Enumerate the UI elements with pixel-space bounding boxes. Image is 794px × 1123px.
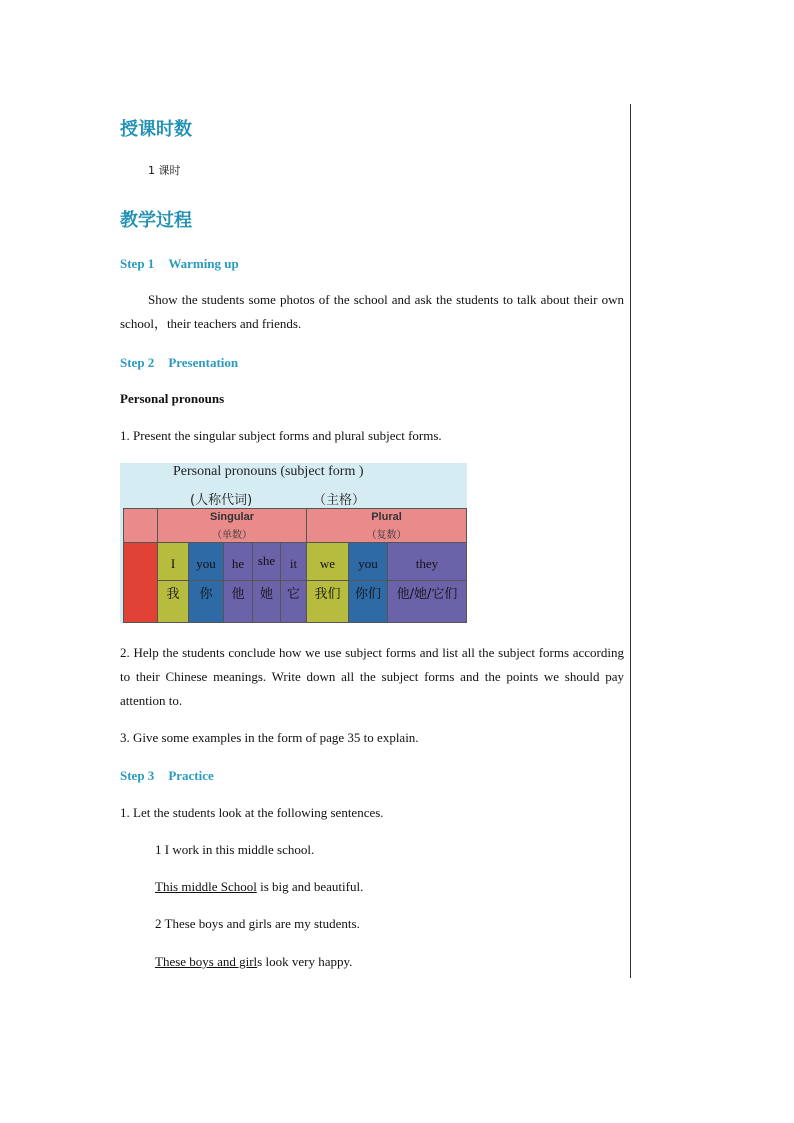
pronoun-cn: 他/她/它们	[396, 587, 458, 602]
step3-heading	[120, 768, 214, 784]
step2-item2: 2. Help the students conclude how we use subject forms and list all the subject forms according to their Chinese meanings. Write down all the subject forms and the points we should pay attention to.	[120, 645, 624, 708]
process-heading: 教学过程	[120, 210, 192, 231]
pronoun-cell-she	[252, 542, 281, 623]
example-2b-rest: s look very happy.	[257, 954, 353, 969]
pronoun-cn: 你	[199, 587, 213, 602]
chart-subtitle-right: （主格）	[313, 493, 366, 508]
pronoun-cn: 它	[286, 587, 300, 602]
pronoun-cell-you-plural	[348, 542, 388, 623]
example-1: 1 I work in this middle school.	[155, 842, 315, 857]
singular-header	[157, 508, 307, 543]
step3-label: Step 3	[120, 768, 155, 783]
pronoun-cell-he	[223, 542, 253, 623]
pronoun-cn: 她	[259, 587, 273, 602]
pronoun-cn: 你们	[354, 587, 381, 602]
singular-label: Singular	[209, 511, 254, 523]
singular-cn-label: （单数）	[212, 530, 252, 541]
hours-value: 1 课时	[148, 164, 181, 177]
pronoun-en: it	[289, 556, 298, 571]
example-1b-rest: is big and beautiful.	[256, 879, 364, 894]
example-2b-subject: These boys and girl	[155, 954, 258, 969]
step2-item1: 1. Present the singular subject forms and plural subject forms.	[120, 428, 442, 443]
pronoun-en: I	[170, 556, 176, 571]
step2-label: Step 2	[120, 355, 155, 370]
pronoun-en: she	[257, 553, 276, 568]
step1-label: Step 1	[120, 256, 155, 271]
step2-title: Presentation	[168, 355, 239, 370]
page-border-line	[630, 104, 631, 978]
step1-heading	[120, 256, 239, 272]
step2-item3: 3. Give some examples in the form of page 35 to explain.	[120, 730, 419, 745]
chart-row-divider	[157, 580, 467, 581]
plural-cn-label: （复数）	[366, 530, 407, 541]
chart-title: Personal pronouns (subject form )	[173, 464, 364, 479]
step1-paragraph: Show the students some photos of the school and ask the students to talk about their own school，their teachers and friends.	[120, 292, 624, 331]
hours-heading: 授课时数	[120, 119, 192, 140]
example-1b	[155, 875, 363, 899]
pronoun-cn: 我	[166, 587, 180, 602]
plural-header	[306, 508, 467, 543]
pronoun-cn: 他	[231, 587, 245, 602]
step1-title: Warming up	[168, 256, 239, 271]
pronoun-chart	[120, 463, 467, 623]
pronoun-cell-you	[188, 542, 224, 623]
pronoun-en: we	[319, 556, 336, 571]
example-2: 2 These boys and girls are my students.	[155, 916, 360, 931]
pronoun-cell-they	[387, 542, 467, 623]
step3-title: Practice	[168, 768, 214, 783]
example-1b-subject: This middle School	[155, 879, 257, 894]
step3-intro: 1. Let the students look at the following sentences.	[120, 805, 384, 820]
pronoun-en: they	[415, 556, 439, 571]
pronoun-en: you	[358, 556, 378, 571]
step2-subheading: Personal pronouns	[120, 391, 225, 406]
example-2b	[155, 950, 352, 974]
pronoun-cell-i	[157, 542, 189, 623]
header-empty-cell	[123, 508, 158, 543]
pronoun-en: you	[196, 556, 216, 571]
pronoun-cell-we	[306, 542, 349, 623]
step2-heading	[120, 355, 238, 371]
pronoun-en: he	[231, 556, 245, 571]
plural-label: Plural	[371, 511, 402, 523]
row-label-cell	[123, 542, 158, 623]
chart-subtitle-left: (人称代词)	[190, 493, 253, 508]
pronoun-cell-it	[280, 542, 307, 623]
pronoun-cn: 我们	[314, 587, 341, 602]
